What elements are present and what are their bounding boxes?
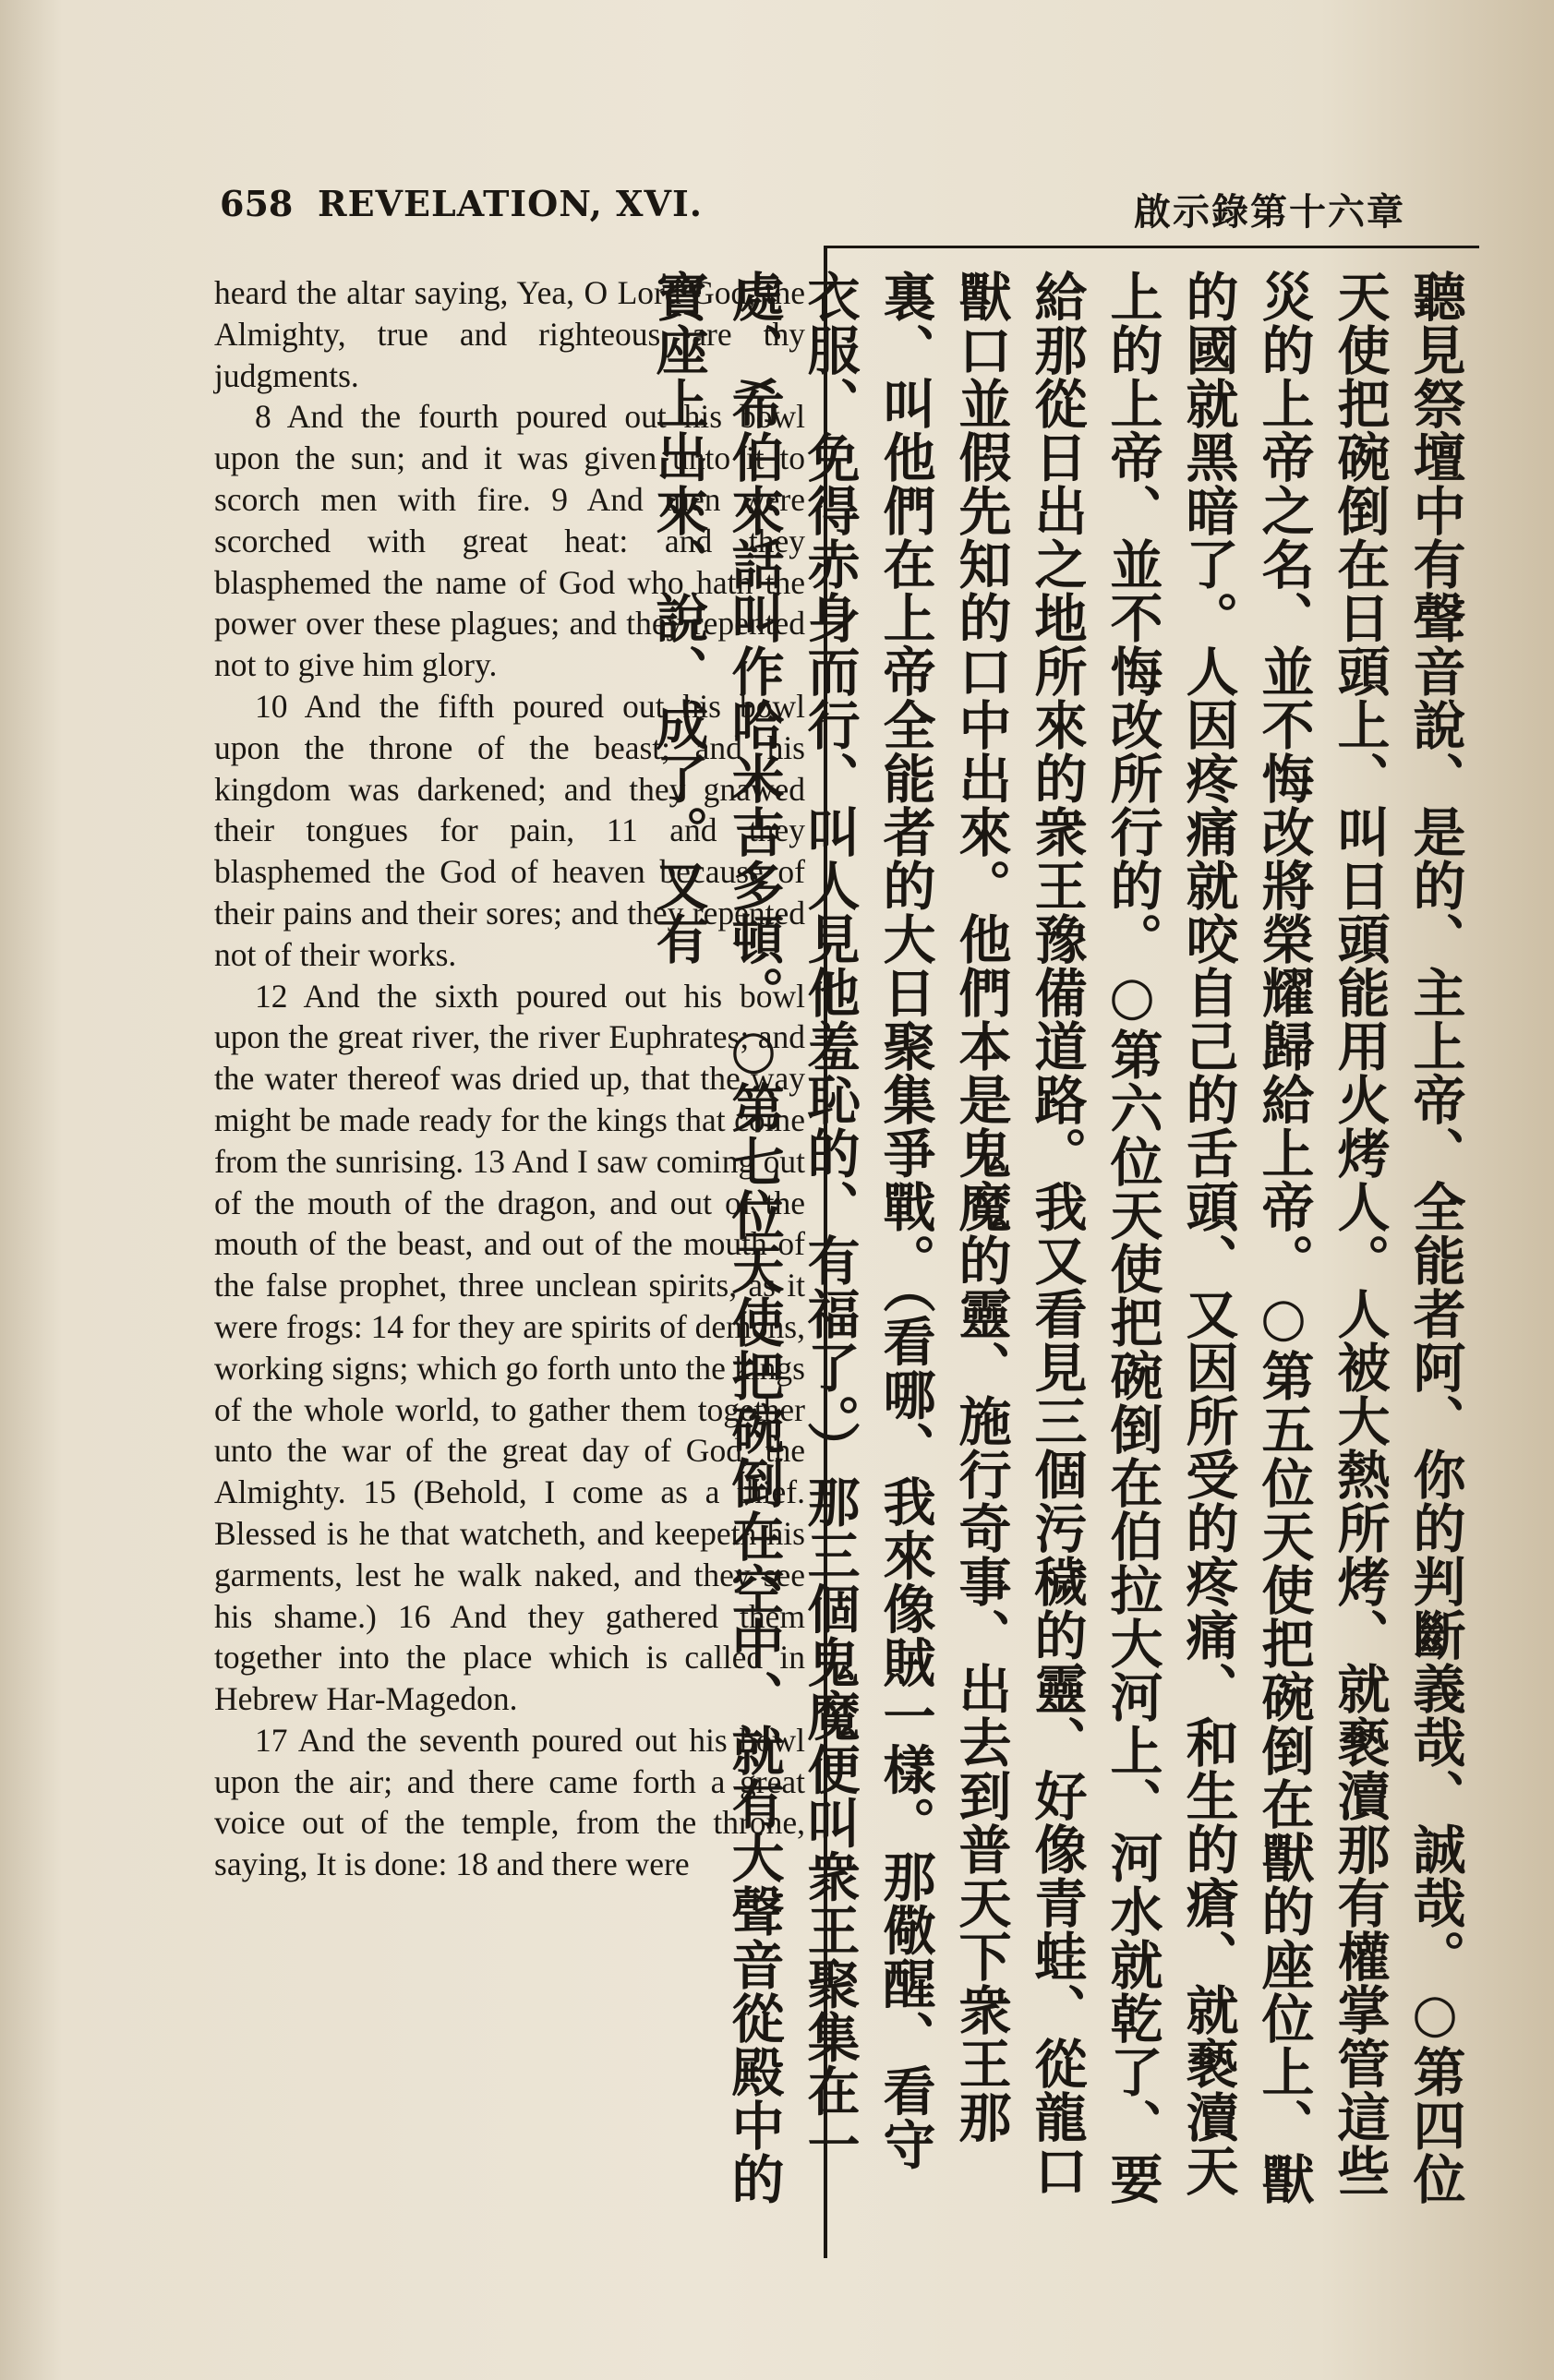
english-paragraph-4: 12 And the sixth poured out his bowl upon the great river, the river Euphrates; and the water thereof was dried up, that the way might be made ready for the kings that come from the sunrising. 13 And I saw coming out of the mouth of the dragon, and out of the mouth of the beast, and out of the mouth of the false prophet, three unclean spirits, as it were frogs: 14 for they are spirits of demons, working signs; which go forth unto the kings of the whole world, to gather them together unto the war of the great day of God, the Almighty. 15 (Behold, I come as a thief. Blessed is he that watcheth, and keepeth his garments, lest he walk naked, and they see his shame.) 16 And they gathered them together into the place which is called in Hebrew Har-Magedon. xyxy=(214,977,805,1718)
english-paragraph-2: 8 And the fourth poured out his bowl upon the sun; and it was given unto it to scorch men with fire. 9 And men were scorched with great heat: and they blasphemed the name of God who hath the power over these plagues; and they repented not to give him glory. xyxy=(214,398,805,684)
english-paragraph-1: heard the altar saying, Yea, O Lord God, the Almighty, true and righteous are thy judgments. xyxy=(214,274,805,394)
chinese-running-title: 啟示錄第十六章 xyxy=(1134,191,1405,234)
english-paragraph-3: 10 And the fifth poured out his bowl upon the throne of the beast; and his kingdom was darkened; and they gnawed their tongues for pain, 11 and they blasphemed the God of heaven because of their pains and their sores; and they repented not of their works. xyxy=(214,687,805,973)
page-header xyxy=(214,183,1405,238)
running-title: REVELATION, XVI. xyxy=(318,183,704,224)
header-rule xyxy=(824,246,1479,248)
chinese-column xyxy=(647,270,1473,2236)
page-number: 658 xyxy=(220,183,294,224)
chinese-text: 聽見祭壇中有聲音說、是的、主上帝、全能者阿、你的判斷義哉、誠哉。○第四位天使把碗倒在日頭上、叫日頭能用火烤人。人被大熱所烤、就褻瀆那有權掌管這些災的上帝之名、並不悔改將榮耀歸給上帝。○第五位天使把碗倒在獸的座位上、獸的國就黑暗了。人因疼痛就咬自己的舌頭、又因所受的疼痛、和生的瘡、就褻瀆天上的上帝、並不悔改所行的。○第六位天使把碗倒在伯拉大河上、河水就乾了、要給那從日出之地所來的衆王豫備道路。我又看見三個污穢的靈、好像青蛙、從龍口獸口並假先知的口中出來。他們本是鬼魔的靈、施行奇事、出去到普天下衆王那裏、叫他們在上帝全能者的大日聚集爭戰。（看哪、我來像賊一樣。那儆醒、看守衣服、免得赤身而行、叫人見他羞恥的、有福了。）那三個鬼魔便叫衆王聚集在一處、希伯來話叫作哈米吉多頓。○第七位天使把碗倒在空中、就有大聲音從殿中的寶座上出來、說、成了。又有 xyxy=(647,270,1465,2206)
english-paragraph-5: 17 And the seventh poured out his bowl upon the air; and there came forth a great voice out of the temple, from the throne, saying, It is done: 18 and there were xyxy=(214,1721,805,1883)
